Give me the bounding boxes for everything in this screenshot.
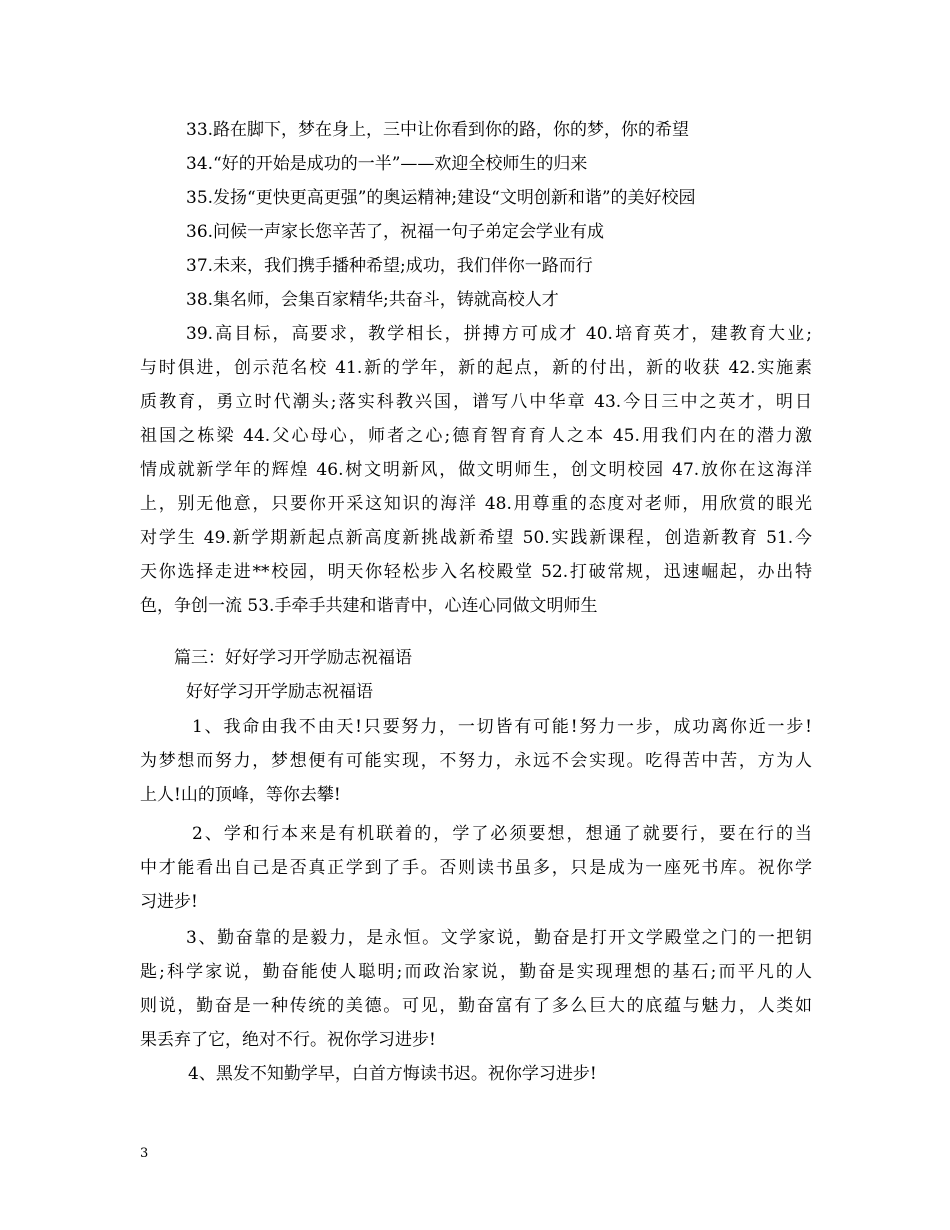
paragraph-1 — [140, 716, 812, 818]
paragraph-line: 天你选择走进**校园，明天你轻松步入名校殿堂 52.打破常规，迅速崛起，办出特 — [140, 562, 812, 582]
section-heading: 篇三：好好学习开学励志祝福语 — [174, 648, 412, 668]
paragraph-line: 2、学和行本来是有机联着的，学了必须要想，想通了就要行，要在行的当 — [192, 824, 812, 844]
paragraph-line: 习进步! — [140, 892, 198, 912]
list-item: 35.发扬“更快更高更强”的奥运精神;建设“文明创新和谐”的美好校园 — [186, 188, 696, 208]
paragraph-line: 质教育，勇立时代潮头;落实科教兴国，谱写八中华章 43.今日三中之英才，明日 — [140, 392, 812, 412]
paragraph-4: 4、黑发不知勤学早，白首方悔读书迟。祝你学习进步! — [188, 1064, 597, 1084]
paragraph-line: 上人!山的顶峰，等你去攀! — [140, 785, 341, 805]
paragraph-line: 则说，勤奋是一种传统的美德。可见，勤奋富有了多么巨大的底蕴与魅力，人类如 — [140, 996, 812, 1016]
paragraph-line: 色，争创一流 53.手牵手共建和谐青中，心连心同做文明师生 — [140, 596, 598, 616]
paragraph-line: 与时俱进，创示范名校 41.新的学年，新的起点，新的付出，新的收获 42.实施素 — [140, 358, 812, 378]
list-item: 36.问候一声家长您辛苦了，祝福一句子弟定会学业有成 — [186, 222, 605, 242]
list-item: 37.未来，我们携手播种希望;成功，我们伴你一路而行 — [186, 256, 593, 276]
page-number: 3 — [140, 1146, 149, 1161]
slogan-paragraph — [140, 323, 812, 629]
paragraph-3 — [140, 927, 812, 1063]
list-item: 33.路在脚下，梦在身上，三中让你看到你的路，你的梦，你的希望 — [186, 120, 690, 140]
paragraph-line: 上，别无他意，只要你开采这知识的海洋 48.用尊重的态度对老师，用欣赏的眼光 — [140, 494, 812, 514]
subtitle: 好好学习开学励志祝福语 — [186, 682, 373, 702]
paragraph-2 — [140, 823, 812, 925]
paragraph-line: 3、勤奋靠的是毅力，是永恒。文学家说，勤奋是打开文学殿堂之门的一把钥 — [186, 928, 812, 948]
paragraph-line: 中才能看出自己是否真正学到了手。否则读书虽多，只是成为一座死书库。祝你学 — [140, 858, 812, 878]
list-item: 38.集名师，会集百家精华;共奋斗，铸就高校人才 — [186, 290, 559, 310]
paragraph-line: 39.高目标，高要求，教学相长，拼搏方可成才 40.培育英才，建教育大业; — [186, 324, 812, 344]
paragraph-line: 情成就新学年的辉煌 46.树文明新风，做文明师生，创文明校园 47.放你在这海洋 — [140, 460, 812, 480]
paragraph-line: 1、我命由我不由天!只要努力，一切皆有可能!努力一步，成功离你近一步! — [192, 717, 812, 737]
paragraph-line: 祖国之栋梁 44.父心母心，师者之心;德育智育育人之本 45.用我们内在的潜力激 — [140, 426, 812, 446]
paragraph-line: 为梦想而努力，梦想便有可能实现，不努力，永远不会实现。吃得苦中苦，方为人 — [140, 751, 812, 771]
paragraph-line: 对学生 49.新学期新起点新高度新挑战新希望 50.实践新课程，创造新教育 51.今 — [140, 528, 812, 548]
paragraph-line: 匙;科学家说，勤奋能使人聪明;而政治家说，勤奋是实现理想的基石;而平凡的人 — [140, 962, 812, 982]
paragraph-line: 果丢弃了它，绝对不行。祝你学习进步! — [140, 1030, 436, 1050]
list-item: 34.“好的开始是成功的一半”——欢迎全校师生的归来 — [186, 154, 588, 174]
